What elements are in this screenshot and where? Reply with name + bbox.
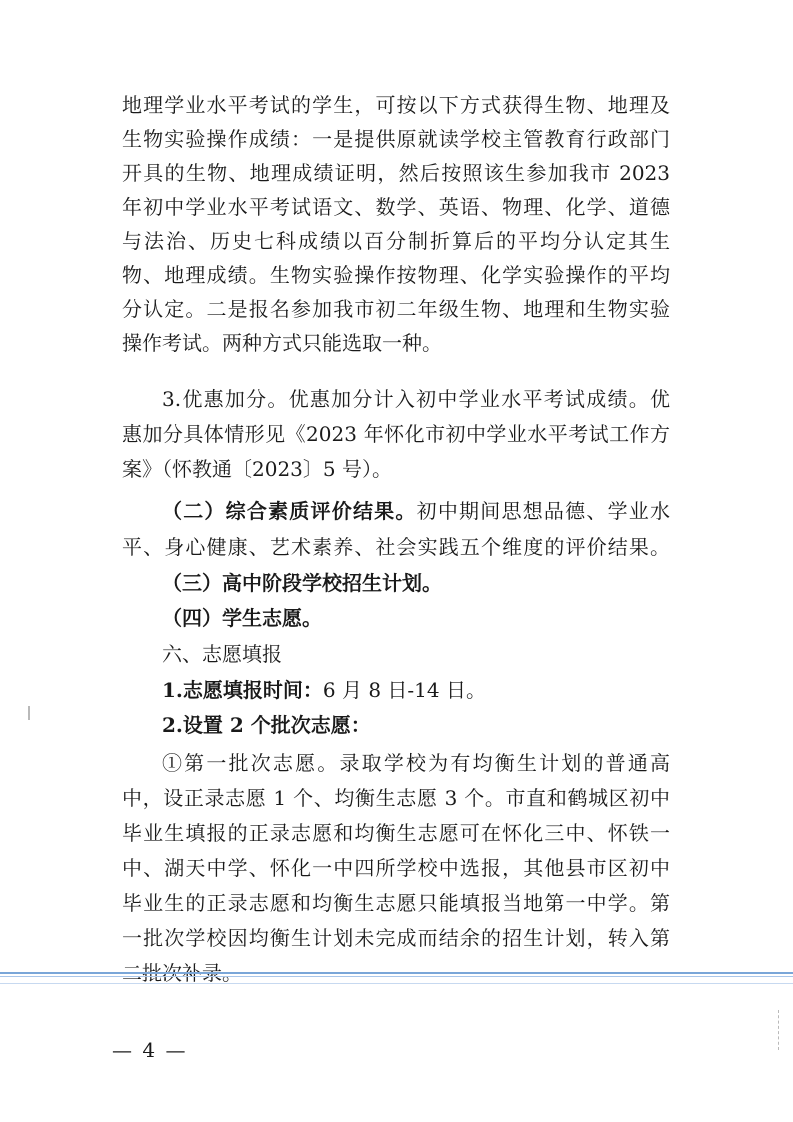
body-line: 年初中学业水平考试语文、数学、英语、物理、化学、道德 [122, 195, 670, 219]
body-line: 生物实验操作成绩：一是提供原就读学校主管教育行政部门 [122, 127, 670, 151]
section-title: 六、志愿填报 [162, 642, 282, 666]
scan-edge [778, 1010, 783, 1050]
body-line: 案》（怀教通〔2023〕5 号）。 [122, 457, 392, 481]
body-line: ①第一批次志愿。录取学校为有均衡生计划的普通高 [162, 751, 670, 775]
section-heading: （二）综合素质评价结果。 [162, 499, 417, 523]
scan-rule [0, 983, 793, 984]
subheading-value: 6 月 8 日-14 日。 [322, 678, 486, 702]
body-line: 毕业生的正录志愿和均衡生志愿只能填报当地第一中学。第 [122, 891, 670, 915]
section-heading: （三）高中阶段学校招生计划。 [162, 571, 442, 595]
body-line: 中，设正录志愿 1 个、均衡生志愿 3 个。市直和鹤城区初中 [122, 786, 670, 810]
subheading-line [162, 677, 670, 703]
subheading: 1.志愿填报时间： [162, 678, 323, 702]
body-line: 开具的生物、地理成绩证明，然后按照该生参加我市 2023 [122, 161, 670, 185]
scan-rule [0, 972, 793, 974]
scan-rule [0, 976, 793, 977]
body-line: 与法治、历史七科成绩以百分制折算后的平均分认定其生 [122, 229, 670, 253]
body-line: 操作考试。两种方式只能选取一种。 [122, 331, 442, 355]
body-line: 毕业生填报的正录志愿和均衡生志愿可在怀化三中、怀铁一 [122, 821, 670, 845]
body-line: 惠加分具体情形见《2023 年怀化市初中学业水平考试工作方 [122, 422, 670, 446]
section-text: 初中期间思想品德、学业水 [416, 499, 671, 523]
body-line: 3.优惠加分。优惠加分计入初中学业水平考试成绩。优 [162, 387, 670, 411]
section-heading: （四）学生志愿。 [162, 606, 322, 630]
page-number: — 4 — [112, 1038, 188, 1062]
subheading: 2.设置 2 个批次志愿： [162, 713, 371, 737]
body-line: 一批次学校因均衡生计划未完成而结余的招生计划，转入第 [122, 926, 670, 950]
section-heading-line [162, 498, 670, 524]
body-line: 物、地理成绩。生物实验操作按物理、化学实验操作的平均 [122, 263, 670, 287]
body-line: 地理学业水平考试的学生，可按以下方式获得生物、地理及 [122, 93, 670, 117]
body-line: 平、身心健康、艺术素养、社会实践五个维度的评价结果。 [122, 535, 670, 559]
scan-mark [28, 706, 30, 720]
body-line: 分认定。二是报名参加我市初二年级生物、地理和生物实验 [122, 297, 670, 321]
body-line: 中、湖天中学、怀化一中四所学校中选报，其他县市区初中 [122, 856, 670, 880]
